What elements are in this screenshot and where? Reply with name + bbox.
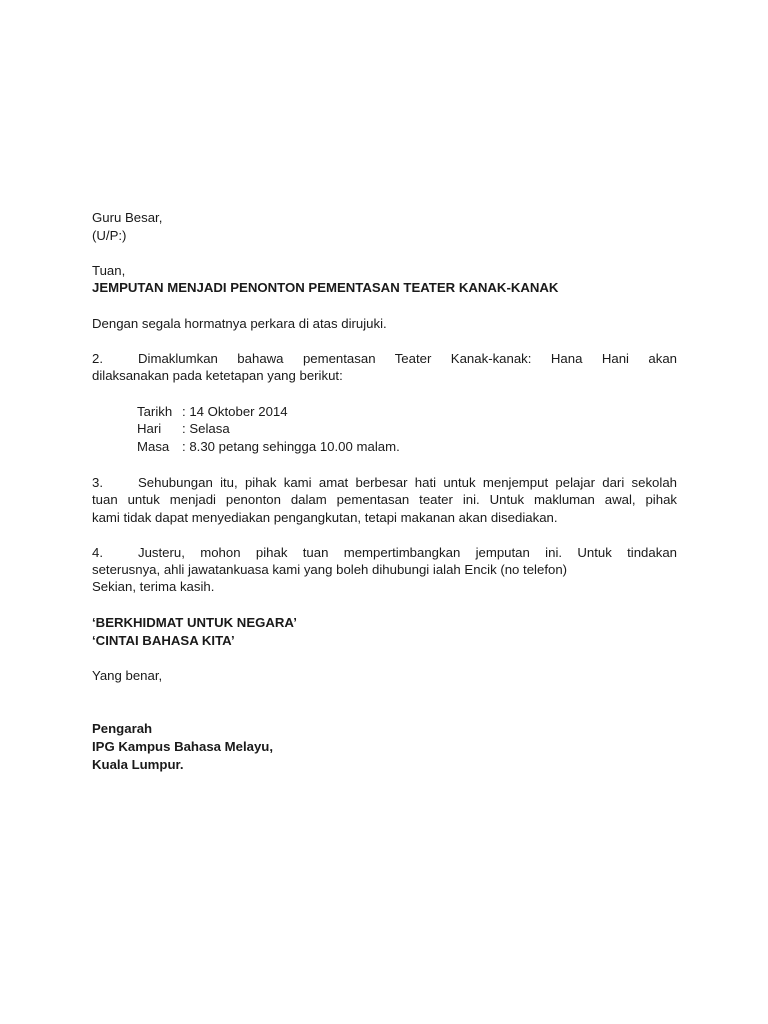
detail-label: Tarikh bbox=[137, 404, 173, 419]
para3-number: 3. bbox=[92, 475, 103, 490]
para3-line1 bbox=[92, 474, 677, 491]
salutation: Tuan, bbox=[92, 263, 126, 278]
detail-label: Masa bbox=[137, 439, 170, 454]
detail-row-tarikh bbox=[137, 403, 288, 420]
detail-row-hari bbox=[137, 420, 230, 437]
para4-line1 bbox=[92, 544, 677, 561]
closing-thanks: Sekian, terima kasih. bbox=[92, 579, 215, 594]
para4-text-line1: Justeru, mohon pihak tuan mempertimbangkan jemputan ini. Untuk tindakan bbox=[138, 545, 677, 560]
signature-title: Pengarah bbox=[92, 721, 153, 736]
signature-city: Kuala Lumpur. bbox=[92, 757, 184, 772]
recipient-attention: (U/P:) bbox=[92, 228, 127, 243]
para3-line3: kami tidak dapat menyediakan pengangkutan, tetapi makanan akan disediakan. bbox=[92, 510, 558, 525]
motto-cintai: ‘CINTAI BAHASA KITA’ bbox=[92, 633, 235, 648]
subject-heading: JEMPUTAN MENJADI PENONTON PEMENTASAN TEATER KANAK-KANAK bbox=[92, 280, 559, 295]
para2-text-line1: Dimaklumkan bahawa pementasan Teater Kanak-kanak: Hana Hani akan bbox=[138, 351, 677, 366]
para2-number: 2. bbox=[92, 351, 103, 366]
signature-org: IPG Kampus Bahasa Melayu, bbox=[92, 739, 274, 754]
para2-line1 bbox=[92, 350, 677, 367]
para3-line2: tuan untuk menjadi penonton dalam pementasan teater ini. Untuk makluman awal, pihak bbox=[92, 492, 677, 507]
para4-number: 4. bbox=[92, 545, 103, 560]
signoff: Yang benar, bbox=[92, 668, 163, 683]
intro-paragraph: Dengan segala hormatnya perkara di atas dirujuki. bbox=[92, 316, 387, 331]
recipient-title: Guru Besar, bbox=[92, 210, 163, 225]
detail-value: : 8.30 petang sehingga 10.00 malam. bbox=[182, 439, 400, 454]
para2-line2: dilaksanakan pada ketetapan yang berikut: bbox=[92, 368, 343, 383]
detail-label: Hari bbox=[137, 421, 162, 436]
detail-value: : 14 Oktober 2014 bbox=[182, 404, 288, 419]
detail-row-masa bbox=[137, 438, 400, 455]
detail-value: : Selasa bbox=[182, 421, 230, 436]
motto-berkhidmat: ‘BERKHIDMAT UNTUK NEGARA’ bbox=[92, 615, 297, 630]
para3-text-line1: Sehubungan itu, pihak kami amat berbesar hati untuk menjemput pelajar dari sekolah bbox=[138, 475, 677, 490]
para4-line2: seterusnya, ahli jawatankuasa kami yang boleh dihubungi ialah Encik (no telefon) bbox=[92, 562, 568, 577]
